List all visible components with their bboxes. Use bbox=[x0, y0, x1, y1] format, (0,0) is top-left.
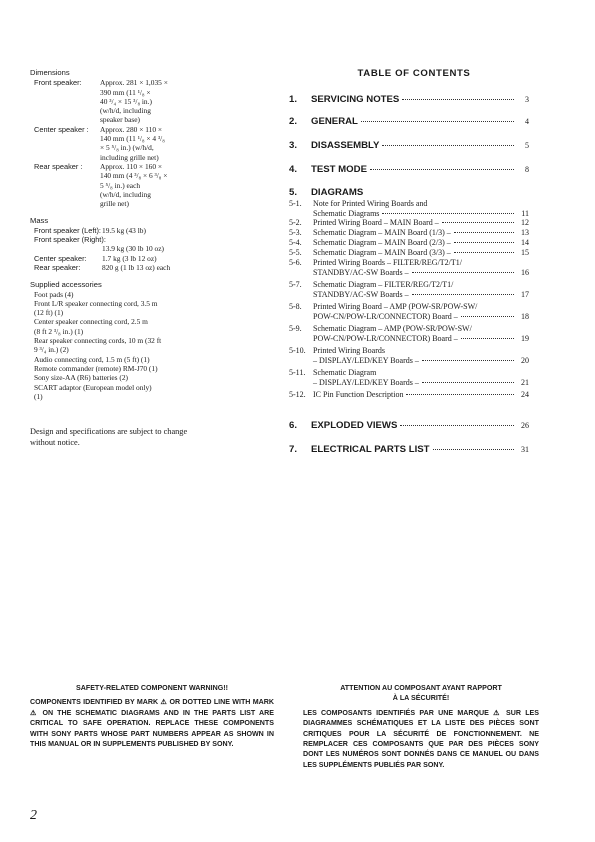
sub-entry-page: 18 bbox=[521, 311, 529, 321]
toc-entry-page: 31 bbox=[521, 445, 529, 454]
specifications-section bbox=[30, 68, 280, 401]
toc-entry-number: 3. bbox=[289, 140, 298, 151]
toc-entry-title: DISASSEMBLY bbox=[311, 140, 380, 151]
leader-dots bbox=[400, 425, 514, 426]
safety-warning-french bbox=[303, 683, 539, 770]
spec-row-rear-speaker bbox=[30, 162, 280, 208]
mass-label: Front speaker (Left): bbox=[34, 225, 101, 235]
sub-entry-page: 21 bbox=[521, 377, 529, 387]
toc-entry-title: DIAGRAMS bbox=[311, 187, 364, 198]
toc-sub-entry[interactable] bbox=[289, 228, 529, 238]
sub-entry-number: 5-11. bbox=[289, 368, 306, 377]
sub-entry-text: Schematic Diagram – FILTER/REG/T2/T1/ bbox=[313, 280, 454, 289]
sub-entry-text: Note for Printed Wiring Boards and bbox=[313, 199, 428, 208]
sub-entry-text: STANDBY/AC-SW Boards – bbox=[313, 267, 409, 277]
toc-entry-title: ELECTRICAL PARTS LIST bbox=[311, 444, 430, 455]
leader-dots bbox=[361, 121, 514, 122]
sub-entry-text: IC Pin Function Description bbox=[313, 390, 404, 399]
toc-title: TABLE OF CONTENTS bbox=[357, 68, 471, 79]
toc-entry-number: 4. bbox=[289, 164, 298, 175]
accessory-item: Center speaker connecting cord, 2.5 m bbox=[34, 317, 148, 327]
page-number: 2 bbox=[30, 808, 37, 823]
toc-sub-entry[interactable] bbox=[289, 280, 529, 299]
accessory-item: Remote commander (remote) RM-J70 (1) bbox=[34, 363, 158, 373]
sub-entry-text: Schematic Diagrams bbox=[313, 208, 380, 218]
mass-row bbox=[30, 226, 280, 235]
leader-dots bbox=[422, 382, 514, 383]
sub-entry-text: Schematic Diagram – MAIN Board (1/3) – bbox=[313, 228, 451, 237]
accessory-item: Rear speaker connecting cords, 10 m (32 ft bbox=[34, 336, 162, 346]
mass-row bbox=[30, 263, 280, 272]
mass-row bbox=[30, 244, 280, 253]
mass-row bbox=[30, 254, 280, 263]
toc-sub-entry[interactable] bbox=[289, 368, 529, 387]
accessory-item: (12 ft) (1) bbox=[34, 308, 64, 318]
warning-body: COMPONENTS IDENTIFIED BY MARK ⚠ OR DOTTED LINE WITH MARK ⚠ ON THE SCHEMATIC DIAGRAMS AND IN THE PARTS LIST ARE CRITICAL TO SAFE OPERATION. REPLACE THESE COMPONENTS WITH SONY PARTS WHOSE PART NUMBERS APPEAR AS SHOWN IN THIS MANUAL OR IN SUPPLEMENTS PUBLISHED BY SONY. bbox=[30, 698, 274, 749]
toc-entry-title: EXPLODED VIEWS bbox=[311, 420, 398, 431]
toc-sub-entry[interactable] bbox=[289, 324, 529, 343]
toc-entry-number: 1. bbox=[289, 94, 298, 105]
toc-entry-page: 3 bbox=[525, 95, 529, 104]
warning-heading: À LA SÉCURITÉ! bbox=[392, 694, 450, 703]
leader-dots bbox=[382, 213, 514, 214]
sub-entry-text: Printed Wiring Board – MAIN Board – bbox=[313, 218, 439, 227]
warning-heading: SAFETY-RELATED COMPONENT WARNING!! bbox=[76, 684, 228, 692]
toc-sub-entry[interactable] bbox=[289, 346, 529, 365]
sub-entry-text: Schematic Diagram – MAIN Board (2/3) – bbox=[313, 238, 451, 247]
accessory-item: 9 ³/₄ in.) (2) bbox=[34, 345, 69, 355]
leader-dots bbox=[433, 449, 514, 450]
sub-entry-number: 5-8. bbox=[289, 302, 302, 311]
accessory-item: Foot pads (4) bbox=[34, 289, 74, 299]
leader-dots bbox=[454, 252, 514, 253]
accessory-item: Sony size-AA (R6) batteries (2) bbox=[34, 373, 129, 383]
spec-value: Approx. 281 × 1,035 × 390 mm (11 ¹/₈ × 40 ³/₄ × 15 ³/₈ in.) (w/h/d, including speaker base) bbox=[100, 78, 168, 125]
mass-heading: Mass bbox=[30, 216, 49, 226]
sub-entry-number: 5-1. bbox=[289, 199, 302, 208]
leader-dots bbox=[454, 232, 514, 233]
mass-label: Center speaker: bbox=[34, 253, 87, 263]
sub-entry-text: Schematic Diagram – AMP (POW-SR/POW-SW/ bbox=[313, 324, 472, 333]
spec-value: Approx. 280 × 110 × 140 mm (11 ¹/₈ × 4 ³/₈ × 5 ⁵/₈ in.) (w/h/d, including grille net) bbox=[100, 124, 165, 162]
toc-sub-entry[interactable] bbox=[289, 302, 529, 321]
toc-sub-entry[interactable] bbox=[289, 258, 529, 277]
toc-entry-number: 2. bbox=[289, 116, 298, 127]
leader-dots bbox=[461, 316, 514, 317]
leader-dots bbox=[412, 294, 514, 295]
toc-entry-disassembly[interactable] bbox=[289, 140, 529, 151]
toc-entry-number: 5. bbox=[289, 187, 298, 198]
sub-entry-number: 5-9. bbox=[289, 324, 302, 333]
sub-entry-number: 5-7. bbox=[289, 280, 302, 289]
spec-row-center-speaker bbox=[30, 125, 280, 162]
accessory-item: (8 ft 2 ³/₈ in.) (1) bbox=[34, 326, 84, 336]
leader-dots bbox=[370, 169, 514, 170]
sub-entry-text: Schematic Diagram – MAIN Board (3/3) – bbox=[313, 248, 451, 257]
toc-entry-title: SERVICING NOTES bbox=[311, 94, 400, 105]
sub-entry-page: 19 bbox=[521, 333, 529, 343]
sub-entry-text: Schematic Diagram bbox=[313, 368, 377, 377]
toc-entry-title: GENERAL bbox=[311, 116, 358, 127]
sub-entry-text: – DISPLAY/LED/KEY Boards – bbox=[313, 355, 419, 365]
leader-dots bbox=[422, 360, 514, 361]
mass-value: 19.5 kg (43 lb) bbox=[102, 225, 146, 235]
sub-entry-page: 12 bbox=[521, 218, 529, 227]
toc-entry-exploded-views[interactable] bbox=[289, 420, 529, 431]
table-of-contents bbox=[289, 68, 529, 455]
sub-entry-page: 20 bbox=[521, 355, 529, 365]
leader-dots bbox=[402, 99, 514, 100]
dimensions-heading: Dimensions bbox=[30, 68, 70, 77]
sub-entry-page: 17 bbox=[521, 289, 529, 299]
sub-entry-number: 5-4. bbox=[289, 238, 302, 247]
toc-entry-page: 8 bbox=[525, 165, 529, 174]
toc-entry-test-mode[interactable] bbox=[289, 164, 529, 175]
sub-entry-page: 14 bbox=[521, 238, 529, 247]
toc-entry-electrical-parts-list[interactable] bbox=[289, 444, 529, 455]
accessories-heading: Supplied accessories bbox=[30, 280, 102, 290]
leader-dots bbox=[412, 272, 514, 273]
sub-entry-text: STANDBY/AC-SW Boards – bbox=[313, 289, 409, 299]
toc-entry-page: 26 bbox=[521, 421, 529, 430]
sub-entry-number: 5-6. bbox=[289, 258, 302, 267]
mass-label bbox=[30, 244, 102, 253]
toc-sub-entry[interactable] bbox=[289, 238, 529, 248]
toc-sub-entry[interactable] bbox=[289, 199, 529, 218]
leader-dots bbox=[454, 242, 514, 243]
spec-row-front-speaker bbox=[30, 78, 280, 124]
sub-entry-text: POW-CN/POW-LR/CONNECTOR) Board – bbox=[313, 333, 458, 343]
leader-dots bbox=[442, 222, 514, 223]
leader-dots bbox=[461, 338, 514, 339]
mass-value: 1.7 kg (3 lb 12 oz) bbox=[102, 253, 157, 263]
sub-entry-number: 5-2. bbox=[289, 218, 302, 227]
sub-entry-number: 5-10. bbox=[289, 346, 306, 355]
specs-disclaimer: Design and specifications are subject to change without notice. bbox=[30, 427, 188, 447]
sub-entry-text: Printed Wiring Boards – FILTER/REG/T2/T1/ bbox=[313, 258, 463, 267]
spec-value: Approx. 110 × 160 × 140 mm (4 ³/₈ × 6 ³/₈ × 5 ⁵/₈ in.) each (w/h/d, including grille net) bbox=[100, 161, 168, 209]
toc-sub-entry[interactable] bbox=[289, 248, 529, 258]
accessory-item: Audio connecting cord, 1.5 m (5 ft) (1) bbox=[34, 354, 150, 364]
accessory-item: (1) bbox=[34, 391, 43, 401]
toc-sub-entry[interactable] bbox=[289, 218, 529, 228]
safety-warning-english bbox=[30, 683, 274, 749]
sub-entry-number: 5-3. bbox=[289, 228, 302, 237]
sub-entry-page: 24 bbox=[521, 390, 529, 399]
sub-entry-text: Printed Wiring Board – AMP (POW-SR/POW-SW/ bbox=[313, 302, 478, 311]
sub-entry-page: 11 bbox=[521, 208, 529, 218]
spec-label: Rear speaker : bbox=[34, 161, 83, 171]
toc-entry-page: 5 bbox=[525, 141, 529, 150]
toc-entry-number: 6. bbox=[289, 420, 298, 431]
leader-dots bbox=[382, 145, 514, 146]
mass-value: 13.9 kg (30 lb 10 oz) bbox=[102, 244, 164, 254]
toc-sub-entry[interactable] bbox=[289, 390, 529, 400]
sub-entry-text: – DISPLAY/LED/KEY Boards – bbox=[313, 377, 419, 387]
accessory-item: Front L/R speaker connecting cord, 3.5 m bbox=[34, 298, 158, 308]
sub-entry-page: 15 bbox=[521, 248, 529, 257]
sub-entry-page: 16 bbox=[521, 267, 529, 277]
spec-label: Center speaker : bbox=[34, 124, 89, 134]
warning-heading: ATTENTION AU COMPOSANT AYANT RAPPORT bbox=[340, 684, 502, 692]
mass-value: 820 g (1 lb 13 oz) each bbox=[102, 262, 171, 272]
mass-label: Rear speaker: bbox=[34, 262, 81, 272]
sub-entry-text: POW-CN/POW-LR/CONNECTOR) Board – bbox=[313, 311, 458, 321]
mass-label: Front speaker (Right): bbox=[34, 235, 106, 245]
toc-entry-general[interactable] bbox=[289, 116, 529, 127]
sub-entry-number: 5-5. bbox=[289, 248, 302, 257]
spec-label: Front speaker: bbox=[34, 78, 82, 88]
sub-entry-number: 5-12. bbox=[289, 390, 306, 399]
toc-entry-servicing-notes[interactable] bbox=[289, 94, 529, 105]
mass-row bbox=[30, 235, 280, 244]
sub-entry-page: 13 bbox=[521, 228, 529, 237]
toc-entry-title: TEST MODE bbox=[311, 164, 367, 175]
accessory-item: SCART adaptor (European model only) bbox=[34, 382, 152, 392]
sub-entry-text: Printed Wiring Boards bbox=[313, 346, 385, 355]
toc-entry-page: 4 bbox=[525, 117, 529, 126]
toc-entry-diagrams[interactable] bbox=[289, 187, 529, 198]
toc-entry-number: 7. bbox=[289, 444, 298, 455]
leader-dots bbox=[406, 394, 514, 395]
warning-body: LES COMPOSANTS IDENTIFIÉS PAR UNE MARQUE ⚠ SUR LES DIAGRAMMES SCHÉMATIQUES ET LA LISTE DES PIÈCES SONT CRITIQUES POUR LA SÉCURITÉ DE FONCTIONNEMENT. NE REMPLACER CES COMPOSANTS QUE PAR DES PIÈCES SONY DONT LES NUMÉROS SONT DONNÉS DANS CE MANUEL OU DANS LES SUPPLÉMENTS PUBLIÉS PAR SONY. bbox=[303, 708, 539, 769]
